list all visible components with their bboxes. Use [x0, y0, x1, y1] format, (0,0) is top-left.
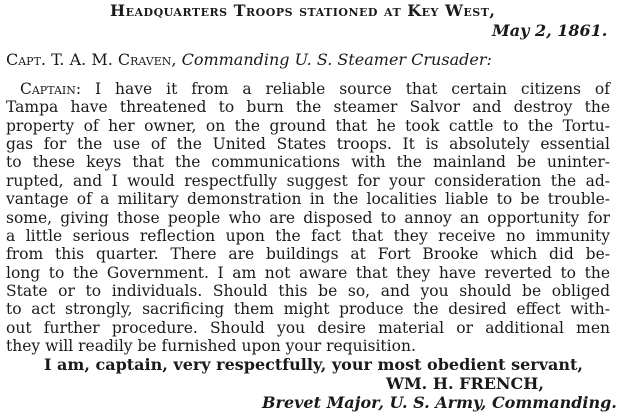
address-line	[6, 51, 492, 69]
addressee-name: Capt. T. A. M. Craven,	[6, 50, 177, 69]
body-line: a little serious reflection upon the fact that they receive no immunity	[6, 226, 610, 245]
body-line: Tampa have threatened to burn the steamer Salvor and destroy the	[6, 98, 610, 117]
document-heading: Headquarters Troops stationed at Key West,	[110, 1, 496, 20]
salutation: Captain:	[20, 80, 82, 98]
body-line: they will readily be furnished upon your requisition.	[6, 337, 416, 355]
body-line: from this quarter. There are buildings at Fort Brooke which did be-	[6, 245, 610, 264]
signer-title: Brevet Major, U. S. Army, Commanding.	[262, 393, 617, 412]
body-line: to act strongly, sacrificing them might produce the desired effect with-	[6, 300, 610, 319]
addressee-title: Commanding U. S. Steamer Crusader:	[181, 50, 492, 69]
closing-line: I am, captain, very respectfully, your most obedient servant,	[44, 355, 583, 374]
body-line-text: I have it from a reliable source that certain citizens of	[81, 80, 610, 98]
body-line: to these keys that the communications with the mainland be uninter-	[6, 153, 610, 172]
signer-name: WM. H. FRENCH,	[386, 374, 544, 393]
body-line: vantage of a military demonstration in the localities liable to be trouble-	[6, 190, 610, 209]
body-line	[20, 80, 610, 98]
body-line: property of her owner, on the ground that he took cattle to the Tortu-	[6, 116, 610, 135]
body-line: State or to individuals. Should this be so, and you should be obliged	[6, 281, 610, 300]
body-line: out further procedure. Should you desire material or additional men	[6, 318, 610, 337]
body-line: rupted, and I would respectfully suggest for your consideration the ad-	[6, 171, 610, 190]
body-line: some, giving those people who are disposed to annoy an opportunity for	[6, 208, 610, 227]
document-date: May 2, 1861.	[492, 21, 608, 40]
body-line: long to the Government. I am not aware that they have reverted to the	[6, 263, 610, 282]
body-line: gas for the use of the United States troops. It is absolutely essential	[6, 135, 610, 154]
